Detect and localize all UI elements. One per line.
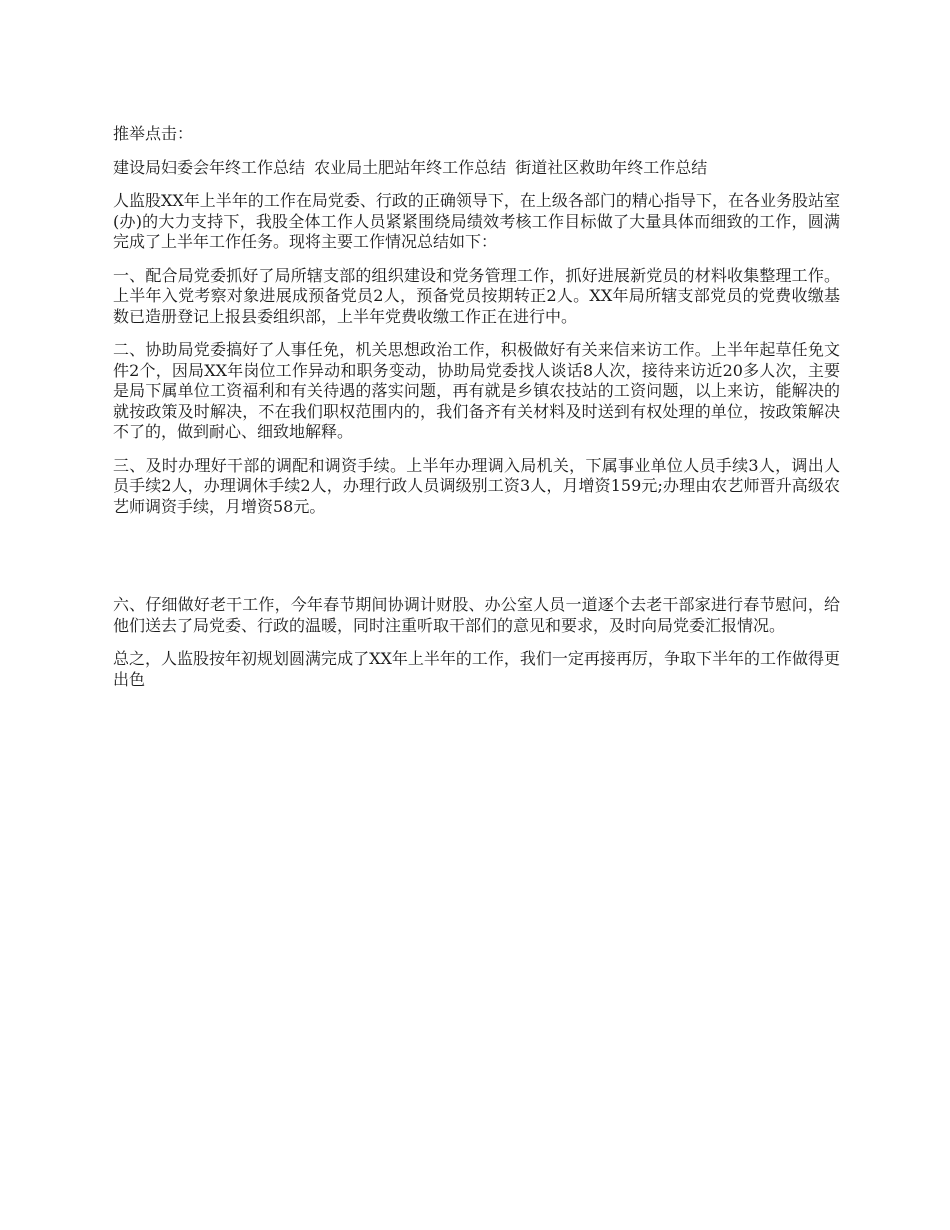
- section-two-paragraph: 二、协助局党委搞好了人事任免，机关思想政治工作，积极做好有关来信来访工作。上半年起草任免文件2个，因局XX年岗位工作异动和职务变动，协助局党委找人谈话8人次，接待来访近20多人次，主要是局下属单位工资福利和有关待遇的落实问题，再有就是乡镇农技站的工资问题，以上来访，能解决的就按政策及时解决，不在我们职权范围内的，我们备齐有关材料及时送到有权处理的单位，按政策解决不了的，做到耐心、细致地解释。: [113, 340, 840, 441]
- recommend-label: 推举点击：: [113, 124, 194, 143]
- related-links: [113, 158, 840, 179]
- section-six-paragraph: 六、仔细做好老干工作，今年春节期间协调计财股、办公室人员一道逐个去老干部家进行春节慰问，给他们送去了局党委、行政的温暖，同时注重听取干部们的意见和要求，及时向局党委汇报情况。: [113, 595, 840, 635]
- document-body: [113, 124, 840, 703]
- conclusion-paragraph: 总之，人监股按年初规划圆满完成了XX年上半年的工作，我们一定再接再厉，争取下半年的工作做得更出色: [113, 649, 840, 689]
- blank-gap: [113, 530, 840, 595]
- related-link-community-aid[interactable]: 街道社区救助年终工作总结: [515, 157, 708, 177]
- related-link-soil-fertilizer[interactable]: 农业局土肥站年终工作总结: [314, 157, 507, 177]
- section-one-paragraph: 一、配合局党委抓好了局所辖支部的组织建设和党务管理工作，抓好进展新党员的材料收集整理工作。上半年入党考察对象进展成预备党员2人，预备党员按期转正2人。XX年局所辖支部党员的党费收缴基数已造册登记上报县委组织部，上半年党费收缴工作正在进行中。: [113, 265, 840, 326]
- section-three-paragraph: 三、及时办理好干部的调配和调资手续。上半年办理调入局机关，下属事业单位人员手续3人，调出人员手续2人，办理调休手续2人，办理行政人员调级别工资3人，月增资159元;办理由农艺师晋升高级农艺师调资手续，月增资58元。: [113, 455, 840, 516]
- intro-paragraph: 人监股XX年上半年的工作在局党委、行政的正确领导下，在上级各部门的精心指导下，在各业务股站室(办)的大力支持下，我股全体工作人员紧紧围绕局绩效考核工作目标做了大量具体而细致的工作，圆满完成了上半年工作任务。现将主要工作情况总结如下：: [113, 191, 840, 251]
- related-link-women-committee[interactable]: 建设局妇委会年终工作总结: [113, 157, 306, 177]
